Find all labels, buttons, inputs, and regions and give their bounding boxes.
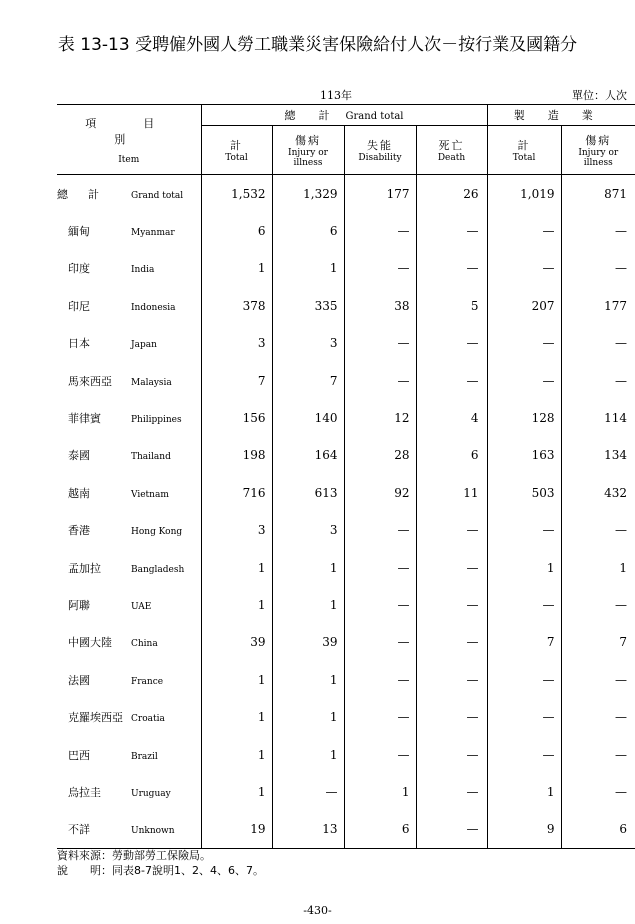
table-cell: — (272, 773, 344, 810)
table-cell: — (561, 661, 635, 698)
table-cell: 1 (487, 549, 561, 586)
row-label-zh: 印度 (68, 262, 90, 276)
row-label-zh: 中國大陸 (68, 636, 112, 650)
row-label-en: Croatia (131, 714, 165, 725)
table-cell: 1 (201, 549, 272, 586)
table-cell: 39 (201, 624, 272, 661)
col-header: 傷病 Injury or illness (272, 126, 344, 175)
table-cell: — (344, 325, 416, 362)
table-cell: 207 (487, 287, 561, 324)
table-cell: — (487, 325, 561, 362)
row-label (57, 399, 201, 436)
table-cell: 6 (561, 811, 635, 849)
table-cell: — (416, 512, 487, 549)
table-cell: — (344, 586, 416, 623)
row-label (57, 474, 201, 511)
table-cell: — (487, 736, 561, 773)
table-row (57, 287, 635, 324)
table-cell: 1 (201, 773, 272, 810)
table-cell: 26 (416, 175, 487, 213)
table-cell: 3 (272, 512, 344, 549)
table-cell: 1 (201, 250, 272, 287)
row-label (57, 287, 201, 324)
table-row (57, 624, 635, 661)
row-label-en: Philippines (131, 415, 182, 426)
row-label-zh: 克羅埃西亞 (68, 711, 123, 725)
table-cell: 134 (561, 437, 635, 474)
table-cell: — (416, 212, 487, 249)
table-cell: 12 (344, 399, 416, 436)
table-title: 表 13-13 受聘僱外國人勞工職業災害保險給付人次－按行業及國籍分 (57, 35, 578, 55)
row-label-zh: 泰國 (68, 449, 90, 463)
table-cell: — (416, 698, 487, 735)
table-cell: 13 (272, 811, 344, 849)
row-label (57, 437, 201, 474)
table-cell: 3 (272, 325, 344, 362)
group-manufacturing: 製 造 業 (487, 105, 635, 126)
row-label-en: Bangladesh (131, 564, 185, 575)
table-cell: — (416, 549, 487, 586)
row-label (57, 175, 201, 213)
explanation-note: 說 明：同表8-7說明1、2、4、6、7。 (57, 864, 264, 877)
table-cell: — (416, 773, 487, 810)
row-label-en: Brazil (131, 751, 158, 762)
row-label-zh: 香港 (68, 524, 90, 538)
table-cell: 1 (201, 586, 272, 623)
table-cell: — (344, 549, 416, 586)
table-cell: — (416, 362, 487, 399)
table-row (57, 212, 635, 249)
table-cell: 92 (344, 474, 416, 511)
row-label (57, 736, 201, 773)
table-cell: 1,532 (201, 175, 272, 213)
row-label (57, 325, 201, 362)
table-cell: 38 (344, 287, 416, 324)
table-cell: — (561, 736, 635, 773)
table-cell: — (487, 586, 561, 623)
table-row (57, 811, 635, 849)
table-cell: 177 (561, 287, 635, 324)
row-label (57, 586, 201, 623)
table-cell: 716 (201, 474, 272, 511)
row-label (57, 212, 201, 249)
table-cell: — (344, 212, 416, 249)
table-cell: 114 (561, 399, 635, 436)
row-label-zh: 印尼 (68, 299, 90, 313)
col-header: 計 Total (201, 126, 272, 175)
table-cell: — (416, 624, 487, 661)
page-number: -430- (303, 904, 332, 917)
table-cell: 198 (201, 437, 272, 474)
table-cell: — (561, 773, 635, 810)
table-cell: 6 (416, 437, 487, 474)
table-row (57, 512, 635, 549)
table-row (57, 661, 635, 698)
data-table (57, 104, 635, 849)
table-cell: 11 (416, 474, 487, 511)
table-cell: 1 (344, 773, 416, 810)
table-row (57, 773, 635, 810)
table-row (57, 586, 635, 623)
table-cell: 1 (201, 661, 272, 698)
table-cell: — (487, 512, 561, 549)
row-label (57, 362, 201, 399)
row-label (57, 698, 201, 735)
row-label-zh: 緬甸 (68, 225, 90, 239)
table-cell: 3 (201, 512, 272, 549)
table-cell: — (344, 661, 416, 698)
table-row (57, 474, 635, 511)
table-cell: 378 (201, 287, 272, 324)
table-cell: — (416, 250, 487, 287)
table-row (57, 437, 635, 474)
table-cell: 39 (272, 624, 344, 661)
table-cell: 432 (561, 474, 635, 511)
row-label (57, 661, 201, 698)
table-cell: 1 (201, 698, 272, 735)
row-label-en: Uruguay (131, 788, 171, 799)
table-cell: 1 (272, 698, 344, 735)
table-cell: — (561, 586, 635, 623)
table-cell: — (487, 661, 561, 698)
table-cell: — (561, 698, 635, 735)
table-cell: — (561, 512, 635, 549)
row-label (57, 811, 201, 849)
row-label-zh: 菲律賓 (68, 412, 101, 426)
table-cell: 140 (272, 399, 344, 436)
row-label-zh: 總計 (57, 187, 119, 201)
table-cell: 1 (272, 586, 344, 623)
table-cell: 177 (344, 175, 416, 213)
row-label-en: Malaysia (131, 377, 172, 388)
row-label (57, 250, 201, 287)
table-cell: — (487, 362, 561, 399)
table-cell: 613 (272, 474, 344, 511)
table-cell: 1 (272, 661, 344, 698)
row-label-en: Unknown (131, 826, 175, 837)
table-cell: — (487, 698, 561, 735)
table-cell: 4 (416, 399, 487, 436)
table-row (57, 549, 635, 586)
year-label: 113年 (320, 89, 352, 102)
row-label-en: Japan (131, 340, 157, 351)
table-cell: 1 (487, 773, 561, 810)
table-cell: 1 (201, 736, 272, 773)
table-cell: — (416, 586, 487, 623)
table-cell: 3 (201, 325, 272, 362)
table-cell: — (416, 661, 487, 698)
table-row (57, 362, 635, 399)
row-label-en: Vietnam (131, 489, 169, 500)
table-cell: — (487, 212, 561, 249)
row-label-zh: 阿聯 (68, 598, 90, 612)
group-grand-total: 總 計 Grand total (201, 105, 487, 126)
table-cell: — (344, 512, 416, 549)
table-cell: 6 (344, 811, 416, 849)
table-cell: 164 (272, 437, 344, 474)
table-cell: — (344, 624, 416, 661)
row-label (57, 773, 201, 810)
table-cell: 28 (344, 437, 416, 474)
table-cell: 163 (487, 437, 561, 474)
table-row-total (57, 175, 635, 213)
table-cell: 7 (272, 362, 344, 399)
row-label-en: Grand total (131, 190, 184, 201)
table-cell: — (416, 325, 487, 362)
table-cell: 335 (272, 287, 344, 324)
table-cell: 1 (272, 549, 344, 586)
table-cell: 1,019 (487, 175, 561, 213)
table-cell: — (416, 811, 487, 849)
row-label-en: Hong Kong (131, 527, 183, 538)
col-header: 計 Total (487, 126, 561, 175)
table-cell: 7 (201, 362, 272, 399)
table-cell: — (344, 736, 416, 773)
table-cell: — (487, 250, 561, 287)
table-cell: — (344, 250, 416, 287)
source-note: 資料來源：勞動部勞工保險局。 (57, 849, 211, 862)
table-cell: 1,329 (272, 175, 344, 213)
table-row (57, 399, 635, 436)
table-cell: — (561, 362, 635, 399)
table-cell: — (561, 325, 635, 362)
row-label-zh: 巴西 (68, 748, 90, 762)
table-cell: 871 (561, 175, 635, 213)
row-label (57, 549, 201, 586)
table-cell: — (344, 698, 416, 735)
table-row (57, 325, 635, 362)
table-cell: 503 (487, 474, 561, 511)
row-label-en: Myanmar (131, 228, 175, 239)
row-label-en: France (131, 676, 164, 687)
table-cell: 1 (561, 549, 635, 586)
table-cell: — (344, 362, 416, 399)
row-label-zh: 日本 (68, 337, 90, 351)
table-cell: 128 (487, 399, 561, 436)
table-row (57, 736, 635, 773)
row-label (57, 624, 201, 661)
row-label-zh: 法國 (68, 673, 90, 687)
unit-label: 單位：人次 (572, 89, 627, 102)
table-cell: 1 (272, 250, 344, 287)
table-cell: 7 (561, 624, 635, 661)
row-label-en: Thailand (131, 452, 171, 463)
table-cell: 6 (272, 212, 344, 249)
notes (57, 848, 264, 878)
col-header: 死亡 Death (416, 126, 487, 175)
row-label (57, 512, 201, 549)
row-label-zh: 孟加拉 (68, 561, 101, 575)
row-label-zh: 越南 (68, 486, 90, 500)
table-cell: 156 (201, 399, 272, 436)
table-row (57, 250, 635, 287)
row-label-zh: 馬來西亞 (68, 374, 112, 388)
table-cell: 5 (416, 287, 487, 324)
table-cell: 1 (272, 736, 344, 773)
table-cell: 7 (487, 624, 561, 661)
table-cell: — (416, 736, 487, 773)
row-label-zh: 不詳 (68, 823, 90, 837)
row-label-en: China (131, 639, 158, 650)
table-cell: 9 (487, 811, 561, 849)
row-label-en: UAE (131, 601, 152, 612)
col-header: 失能 Disability (344, 126, 416, 175)
table-cell: 19 (201, 811, 272, 849)
item-header: 項 目 別 Item (57, 105, 201, 175)
table-cell: 6 (201, 212, 272, 249)
row-label-zh: 烏拉圭 (68, 785, 101, 799)
table-cell: — (561, 250, 635, 287)
row-label-en: Indonesia (131, 302, 176, 313)
table-row (57, 698, 635, 735)
col-header: 傷病 Injury or illness (561, 126, 635, 175)
row-label-en: India (131, 265, 155, 276)
table-cell: — (561, 212, 635, 249)
